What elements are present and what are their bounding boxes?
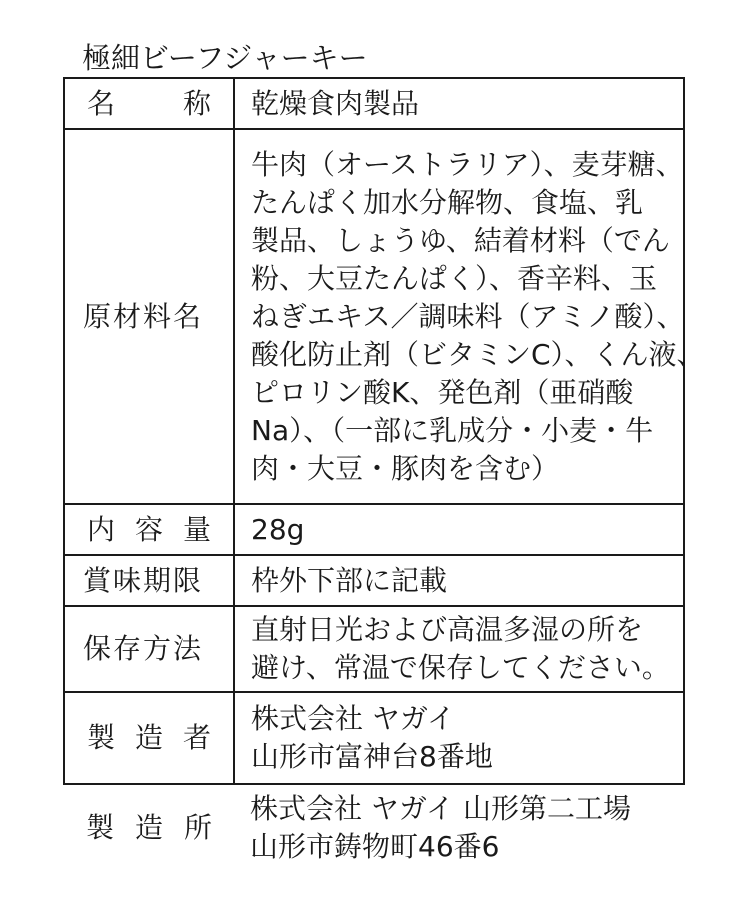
label-char: 造	[134, 721, 163, 754]
ingredients-line: Na）、（一部に乳成分・小麦・牛	[251, 413, 654, 447]
ingredients-line: ピロリン酸K、発色剤（亜硝酸	[251, 375, 634, 409]
manufacturer-line: 山形市富神台8番地	[251, 740, 493, 773]
plant-line: 株式会社 ヤガイ 山形第二工場	[250, 792, 631, 825]
ingredients-line: ねぎエキス／調味料（アミノ酸）、	[251, 299, 685, 333]
value-name: 乾燥食肉製品	[234, 78, 684, 129]
label-char: 製	[87, 721, 116, 754]
ingredients-line: 肉・大豆・豚肉を含む）	[251, 451, 560, 485]
row-name	[64, 78, 684, 129]
row-manufacturer	[64, 692, 684, 784]
value-content: 28g	[234, 504, 684, 555]
ingredients-line: 粉、大豆たんぱく）、香辛料、玉	[251, 261, 658, 295]
row-expiry	[64, 555, 684, 606]
storage-line: 直射日光および高温多湿の所を	[251, 613, 644, 646]
label-storage	[64, 606, 234, 692]
storage-line: 避け、常温で保存してください。	[251, 651, 670, 684]
label-text: 原材料名	[83, 299, 204, 333]
row-storage	[64, 606, 684, 692]
label-content	[64, 504, 234, 555]
label-expiry	[64, 555, 234, 606]
value-plant	[234, 784, 684, 871]
row-content	[64, 504, 684, 555]
label-char: 者	[182, 721, 211, 754]
value-storage	[234, 606, 684, 692]
label-char: 称	[182, 86, 211, 120]
label-char: 名	[87, 86, 116, 120]
product-title: 極細ビーフジャーキー	[82, 41, 368, 75]
ingredients-line: たんぱく加水分解物、食塩、乳	[251, 185, 644, 219]
label-char: 造	[134, 811, 163, 844]
food-label-table	[63, 77, 705, 871]
label-text: 賞味期限	[83, 563, 204, 597]
label-manufacturer	[64, 692, 234, 784]
ingredients-line: 酸化防止剤（ビタミンC）、くん液、	[251, 337, 705, 371]
ingredients-line: 製品、しょうゆ、結着材料（でん	[251, 223, 670, 257]
label-name	[64, 78, 234, 129]
value-expiry: 枠外下部に記載	[234, 555, 684, 606]
manufacturer-line: 株式会社 ヤガイ	[251, 702, 456, 735]
ingredients-line: 牛肉（オーストラリア）、麦芽糖、	[251, 147, 684, 181]
label-char: 量	[182, 512, 211, 546]
row-ingredients	[64, 129, 684, 504]
label-char: 所	[183, 811, 212, 844]
label-ingredients	[64, 129, 234, 504]
value-manufacturer	[234, 692, 684, 784]
plant-line: 山形市鋳物町46番6	[250, 830, 500, 863]
label-char: 内	[87, 512, 116, 546]
value-ingredients	[234, 129, 705, 504]
label-text: 保存方法	[83, 632, 204, 665]
label-plant	[64, 784, 234, 871]
label-char: 容	[134, 512, 163, 546]
row-plant	[64, 784, 684, 871]
label-char: 製	[86, 811, 115, 844]
